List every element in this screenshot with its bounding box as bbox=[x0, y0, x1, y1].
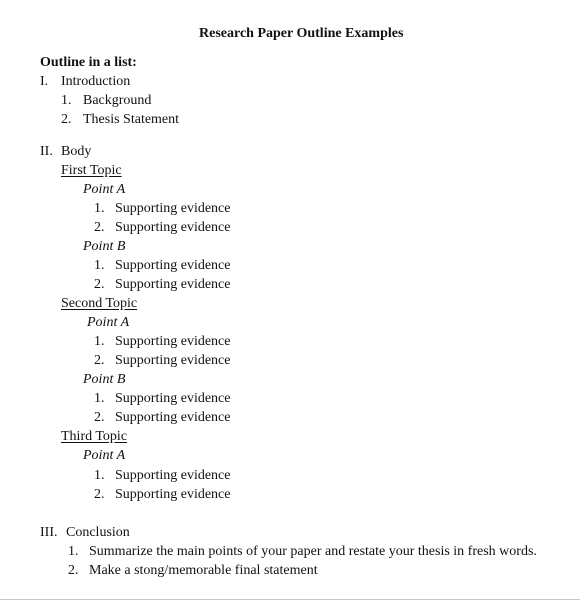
list-item: Summarize the main points of your paper and restate your thesis in fresh words. bbox=[89, 544, 537, 559]
point-label: Point A bbox=[83, 182, 126, 197]
point-label: Point A bbox=[83, 448, 126, 463]
section-numeral: III. bbox=[40, 525, 58, 540]
list-item: Make a stong/memorable final statement bbox=[89, 563, 318, 578]
list-item-number: 2. bbox=[94, 220, 105, 235]
outline-subheading: Outline in a list: bbox=[40, 55, 137, 70]
point-label: Point A bbox=[87, 315, 130, 330]
point-label: Point B bbox=[83, 372, 126, 387]
topic-heading: First Topic bbox=[61, 163, 122, 178]
list-item-number: 1. bbox=[94, 391, 105, 406]
list-item: Background bbox=[83, 93, 152, 108]
list-item-number: 1. bbox=[94, 201, 105, 216]
list-item-number: 1. bbox=[94, 468, 105, 483]
section-numeral: II. bbox=[40, 144, 53, 159]
list-item-number: 2. bbox=[94, 410, 105, 425]
list-item: Supporting evidence bbox=[115, 220, 231, 235]
list-item-number: 2. bbox=[94, 487, 105, 502]
list-item-number: 1. bbox=[68, 544, 79, 559]
list-item-number: 2. bbox=[94, 353, 105, 368]
list-item: Supporting evidence bbox=[115, 277, 231, 292]
document-title: Research Paper Outline Examples bbox=[199, 26, 404, 41]
list-item-number: 1. bbox=[61, 93, 72, 108]
point-label: Point B bbox=[83, 239, 126, 254]
section-numeral: I. bbox=[40, 74, 49, 89]
section-label-conclusion: Conclusion bbox=[66, 525, 130, 540]
list-item: Supporting evidence bbox=[115, 201, 231, 216]
list-item: Thesis Statement bbox=[83, 112, 180, 127]
list-item: Supporting evidence bbox=[115, 258, 231, 273]
list-item: Supporting evidence bbox=[115, 391, 231, 406]
list-item: Supporting evidence bbox=[115, 410, 231, 425]
list-item: Supporting evidence bbox=[115, 334, 231, 349]
list-item-number: 1. bbox=[94, 334, 105, 349]
list-item: Supporting evidence bbox=[115, 487, 231, 502]
list-item: Supporting evidence bbox=[115, 468, 231, 483]
section-label-introduction: Introduction bbox=[61, 74, 131, 89]
topic-heading: Second Topic bbox=[61, 296, 138, 311]
topic-heading: Third Topic bbox=[61, 429, 128, 444]
list-item-number: 1. bbox=[94, 258, 105, 273]
list-item-number: 2. bbox=[61, 112, 72, 127]
list-item-number: 2. bbox=[68, 563, 79, 578]
list-item-number: 2. bbox=[94, 277, 105, 292]
list-item: Supporting evidence bbox=[115, 353, 231, 368]
section-label-body: Body bbox=[61, 144, 92, 159]
